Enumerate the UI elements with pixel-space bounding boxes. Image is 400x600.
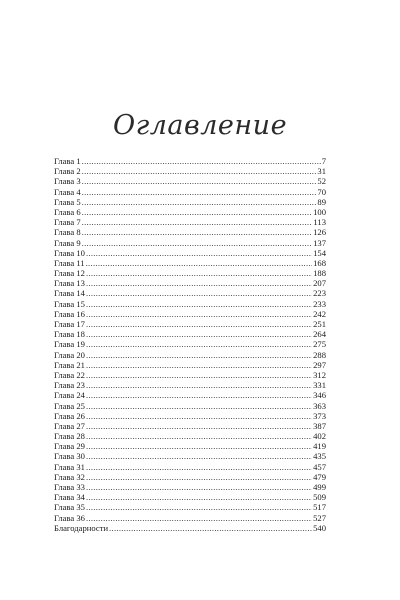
toc-entry-page-number: 373 [313,410,326,421]
toc-entry-page-number: 419 [313,441,326,452]
toc-entry-page-number: 457 [313,461,326,472]
toc-entry-leader [86,258,313,268]
toc-entry-page-number: 363 [313,400,326,411]
toc-entry-page-number: 233 [313,298,326,309]
toc-entry-label: Глава 14 [54,288,85,299]
toc-entry-page-number: 113 [313,217,326,228]
toc-entry-page-number: 509 [313,492,326,503]
toc-entry-label: Глава 10 [54,247,85,258]
toc-entry-page-number: 137 [313,237,326,248]
toc-entry [54,248,326,258]
toc-entry-leader [86,472,312,482]
toc-entry-leader [86,299,312,309]
toc-entry-page-number: 288 [313,349,326,360]
toc-entry-page-number: 31 [317,166,326,177]
toc-entry-leader [86,288,312,298]
toc-entry-page-number: 331 [313,380,326,391]
toc-entry-leader [86,248,312,258]
toc-entry-leader [86,513,312,523]
toc-entry [54,227,326,237]
toc-entry-page-number: 479 [313,471,326,482]
toc-entry-label: Глава 25 [54,400,85,411]
toc-entry-leader [86,380,312,390]
toc-entry-leader [86,360,312,370]
toc-entry-label: Глава 15 [54,298,85,309]
toc-entry-label: Глава 20 [54,349,85,360]
toc-entry-leader [86,411,312,421]
toc-entry-label: Глава 2 [54,166,81,177]
toc-entry-leader [86,309,312,319]
toc-entry-page-number: 251 [313,319,326,329]
toc-entry-label: Глава 1 [54,156,81,166]
toc-entry-page-number: 435 [313,451,326,462]
toc-entry-label: Глава 34 [54,492,85,503]
toc-entry-label: Глава 35 [54,502,85,513]
toc-entry-label: Глава 11 [54,257,85,268]
toc-entry-leader [82,176,317,186]
toc-entry [54,360,326,370]
toc-entry-page-number: 275 [313,339,326,350]
toc-entry [54,441,326,451]
toc-entry [54,502,326,512]
toc-entry-leader [82,156,321,166]
toc-entry-label: Глава 7 [54,217,81,228]
toc-entry-label: Глава 18 [54,329,85,340]
toc-entry-page-number: 52 [317,176,326,187]
toc-entry-label: Глава 31 [54,461,85,472]
toc-entry-page-number: 540 [313,522,326,533]
toc-entry-page-number: 242 [313,308,326,319]
toc-entry-leader [86,441,312,451]
toc-entry [54,492,326,502]
toc-entry [54,197,326,207]
toc-entry-page-number: 126 [313,227,326,238]
toc-entry-page-number: 223 [313,288,326,299]
toc-entry-label: Глава 30 [54,451,85,462]
toc-entry-page-number: 264 [313,329,326,340]
toc-entry [54,482,326,492]
toc-entry-label: Глава 28 [54,431,85,442]
toc-entry [54,268,326,278]
toc-entry-label: Благодарности [54,522,109,533]
toc-entry-leader [86,462,312,472]
toc-entry-page-number: 297 [313,359,326,370]
toc-entry [54,411,326,421]
toc-entry-leader [86,421,312,431]
toc-entry [54,319,326,329]
toc-entry-page-number: 517 [313,502,326,513]
toc-entry-leader [86,268,312,278]
toc-entry-leader [82,217,313,227]
toc-entry-label: Глава 22 [54,369,85,380]
toc-entry-leader [86,329,312,339]
toc-entry-label: Глава 3 [54,176,81,187]
toc-entry [54,166,326,176]
toc-entry-leader [86,319,312,329]
toc-entry-leader [86,451,312,461]
toc-entry-label: Глава 9 [54,237,81,248]
toc-entry-page-number: 499 [313,482,326,492]
toc-entry [54,329,326,339]
toc-entry [54,278,326,288]
toc-entry [54,390,326,400]
toc-entry [54,513,326,523]
toc-entry-leader [86,502,312,512]
toc-entry-page-number: 89 [317,196,326,207]
toc-entry-page-number: 154 [313,247,326,258]
toc-entry-label: Глава 33 [54,482,85,492]
toc-entry [54,380,326,390]
toc-entry [54,238,326,248]
toc-entry-leader [86,339,312,349]
toc-entry-page-number: 168 [313,257,326,268]
toc-entry-label: Глава 13 [54,278,85,289]
toc-entry-leader [86,431,312,441]
toc-entry-page-number: 70 [317,186,326,197]
toc-entry-page-number: 312 [313,369,326,380]
toc-entry-label: Глава 12 [54,268,85,279]
toc-entry [54,401,326,411]
toc-title: Оглавление [112,110,288,141]
toc-entry-label: Глава 19 [54,339,85,350]
toc-entry-leader [86,350,312,360]
toc-entry-page-number: 346 [313,390,326,401]
toc-entry [54,299,326,309]
toc-entry [54,421,326,431]
toc-entry-leader [82,207,312,217]
toc-entry [54,350,326,360]
toc-entry [54,156,326,166]
toc-entry-label: Глава 32 [54,471,85,482]
toc-entry-leader [86,482,312,492]
toc-entry-leader [86,492,312,502]
toc-entry-label: Глава 16 [54,308,85,319]
toc-entry [54,176,326,186]
toc-entry-label: Глава 21 [54,359,85,370]
toc-entry-label: Глава 36 [54,512,85,523]
toc-entry [54,451,326,461]
toc-entry [54,207,326,217]
toc-entry [54,258,326,268]
toc-entry-label: Глава 29 [54,441,85,452]
toc-entry-page-number: 207 [313,278,326,289]
toc-entry [54,339,326,349]
toc-entry [54,288,326,298]
toc-entry-leader [86,370,312,380]
toc-entry [54,472,326,482]
toc-entry-page-number: 188 [313,268,326,279]
toc-entry-leader [82,227,312,237]
toc-entry-leader [82,197,317,207]
toc-entry-page-number: 527 [313,512,326,523]
toc-entry-label: Глава 27 [54,420,85,431]
toc-entry-label: Глава 26 [54,410,85,421]
toc-entry [54,431,326,441]
toc-entry-leader [86,401,312,411]
toc-entry-leader [82,238,312,248]
toc-entry-leader [82,166,317,176]
toc-entry [54,370,326,380]
toc-entry-leader [86,278,312,288]
toc-entry-leader [109,523,312,533]
toc-entry-leader [86,390,312,400]
toc-entry [54,523,326,533]
toc-entry-page-number: 402 [313,431,326,442]
toc-list [54,156,326,533]
toc-entry-label: Глава 6 [54,206,81,217]
toc-entry-label: Глава 8 [54,227,81,238]
toc-entry-leader [82,187,317,197]
toc-entry-page-number: 7 [321,156,326,166]
toc-entry [54,309,326,319]
toc-entry [54,462,326,472]
toc-entry-page-number: 100 [313,206,326,217]
toc-entry [54,187,326,197]
toc-entry-label: Глава 24 [54,390,85,401]
toc-entry-label: Глава 5 [54,196,81,207]
toc-entry [54,217,326,227]
toc-entry-label: Глава 4 [54,186,81,197]
toc-entry-page-number: 387 [313,420,326,431]
toc-entry-label: Глава 17 [54,319,85,329]
toc-entry-label: Глава 23 [54,380,85,391]
